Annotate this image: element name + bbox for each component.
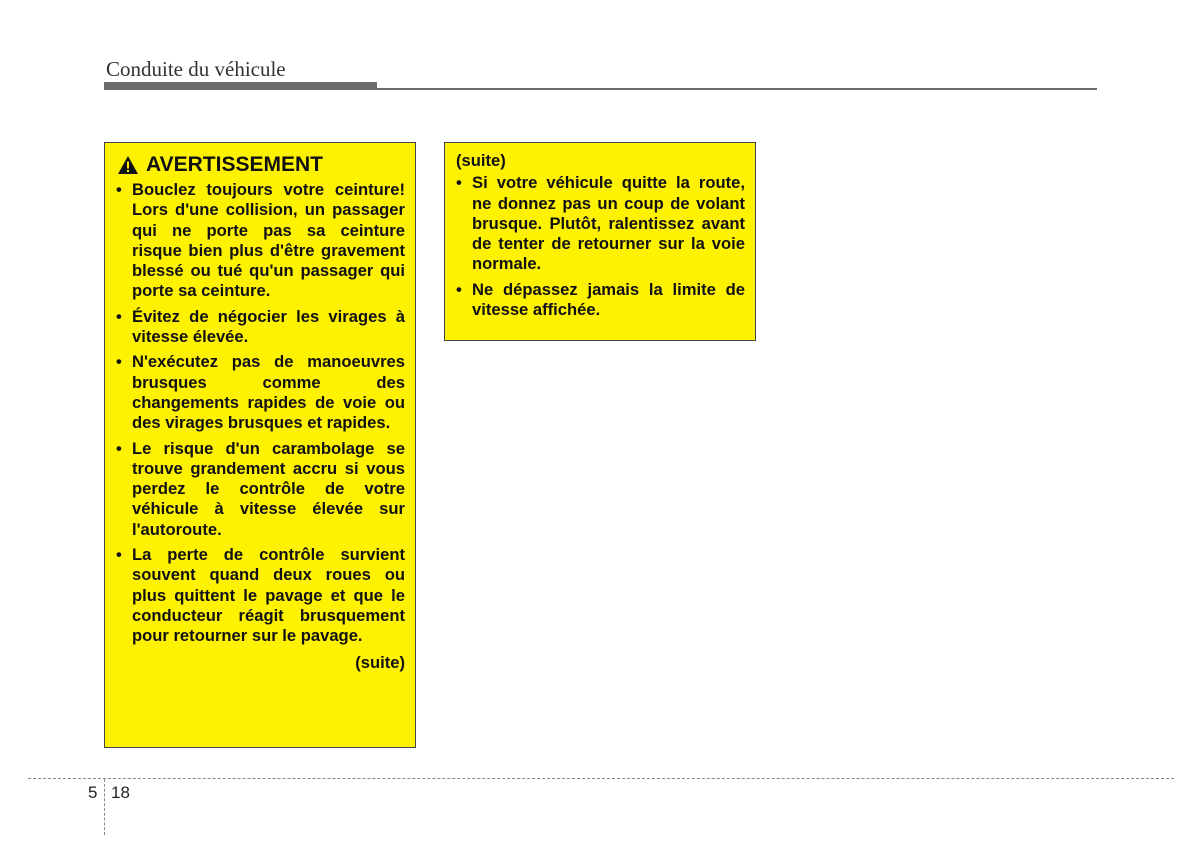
footer-divider xyxy=(104,779,105,835)
warning-list xyxy=(116,180,405,647)
list-item: • Si votre véhicule quitte la route, ne donnez pas un coup de volant brusque. Plutôt, ralentissez avant de tenter de retourner sur la voie normale. xyxy=(456,173,745,274)
list-item: • Bouclez toujours votre ceinture! Lors d'une collision, un passager qui ne porte pas sa ceinture risque bien plus d'être gravement blessé ou tué qu'un passager qui porte sa ceinture. xyxy=(116,180,405,302)
page-number: 18 xyxy=(111,783,130,802)
section-number: 5 xyxy=(88,783,98,802)
warning-title: AVERTISSEMENT xyxy=(146,153,323,176)
warning-heading xyxy=(117,153,405,177)
warning-list xyxy=(456,173,745,320)
warning-box-continued xyxy=(444,142,756,341)
list-item: • Évitez de négocier les virages à vitesse élevée. xyxy=(116,307,405,348)
header-rule-thick xyxy=(104,82,377,90)
continued-label: (suite) xyxy=(456,151,506,170)
continued-label: (suite) xyxy=(355,652,405,672)
header-rule-thin xyxy=(377,88,1097,90)
warning-triangle-icon xyxy=(117,155,139,175)
list-item: • Ne dépassez jamais la limite de vitesse affichée. xyxy=(456,280,745,321)
section-title: Conduite du véhicule xyxy=(106,57,286,81)
warning-box xyxy=(104,142,416,748)
list-item: • N'exécutez pas de manoeuvres brusques comme des changements rapides de voie ou des virages brusques et rapides. xyxy=(116,352,405,433)
footer-rule xyxy=(28,778,1174,779)
list-item: • La perte de contrôle survient souvent quand deux roues ou plus quittent le pavage et que le conducteur réagit brusquement pour retourner sur le pavage. xyxy=(116,545,405,646)
list-item: • Le risque d'un carambolage se trouve grandement accru si vous perdez le contrôle de votre véhicule à vitesse élevée sur l'autoroute. xyxy=(116,439,405,540)
